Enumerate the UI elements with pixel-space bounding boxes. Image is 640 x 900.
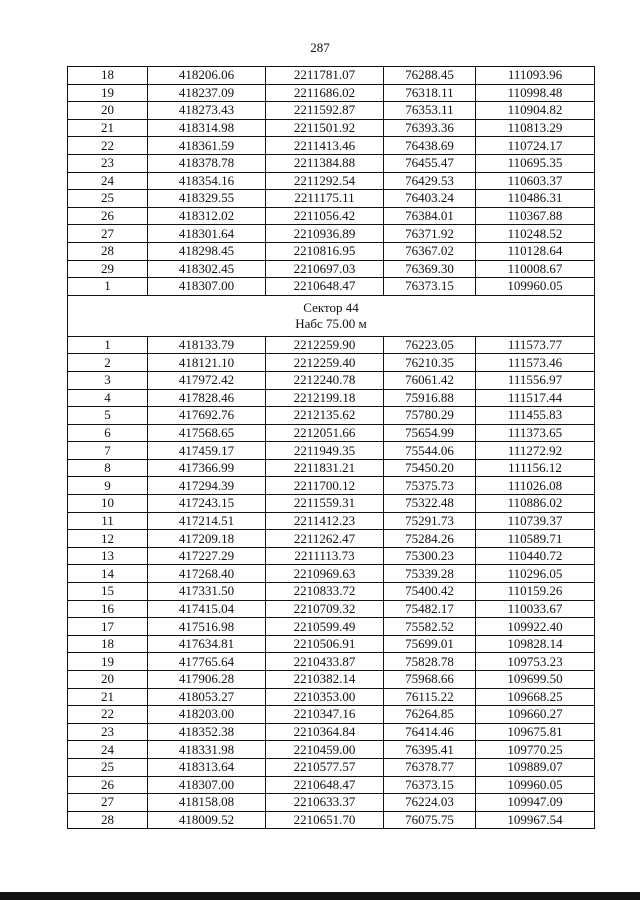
local-y-cell: 111455.83 (476, 407, 595, 425)
local-y-cell: 110695.35 (476, 154, 595, 172)
local-x-cell: 76223.05 (384, 336, 476, 354)
table-row (68, 172, 595, 190)
local-y-cell: 111093.96 (476, 67, 595, 85)
coord-x-cell: 417331.50 (148, 583, 266, 601)
coord-x-cell: 418314.98 (148, 119, 266, 137)
local-y-cell: 110813.29 (476, 119, 595, 137)
coord-y-cell: 2211413.46 (266, 137, 384, 155)
table-row (68, 260, 595, 278)
coord-y-cell: 2212240.78 (266, 371, 384, 389)
coord-x-cell: 417906.28 (148, 671, 266, 689)
local-x-cell: 75699.01 (384, 635, 476, 653)
point-number-cell: 25 (68, 758, 148, 776)
coord-y-cell: 2211175.11 (266, 190, 384, 208)
table-row (68, 477, 595, 495)
local-y-cell: 109967.54 (476, 811, 595, 829)
table-row (68, 67, 595, 85)
coord-x-cell: 417294.39 (148, 477, 266, 495)
table-row (68, 278, 595, 296)
local-x-cell: 76353.11 (384, 102, 476, 120)
coord-y-cell: 2210577.57 (266, 758, 384, 776)
local-y-cell: 110886.02 (476, 495, 595, 513)
coord-x-cell: 417828.46 (148, 389, 266, 407)
point-number-cell: 29 (68, 260, 148, 278)
coord-x-cell: 418331.98 (148, 741, 266, 759)
coord-x-cell: 417516.98 (148, 618, 266, 636)
table-row (68, 565, 595, 583)
coord-x-cell: 418354.16 (148, 172, 266, 190)
coord-y-cell: 2210648.47 (266, 776, 384, 794)
coord-y-cell: 2210651.70 (266, 811, 384, 829)
local-y-cell: 109960.05 (476, 776, 595, 794)
coord-x-cell: 417568.65 (148, 424, 266, 442)
coord-x-cell: 418158.08 (148, 794, 266, 812)
table-row (68, 758, 595, 776)
local-x-cell: 75339.28 (384, 565, 476, 583)
coord-y-cell: 2210633.37 (266, 794, 384, 812)
coord-x-cell: 417765.64 (148, 653, 266, 671)
coord-y-cell: 2211292.54 (266, 172, 384, 190)
local-x-cell: 75450.20 (384, 459, 476, 477)
coord-x-cell: 418053.27 (148, 688, 266, 706)
local-y-cell: 110739.37 (476, 512, 595, 530)
point-number-cell: 7 (68, 442, 148, 460)
local-y-cell: 109668.25 (476, 688, 595, 706)
point-number-cell: 3 (68, 371, 148, 389)
local-x-cell: 76414.46 (384, 723, 476, 741)
local-x-cell: 76371.92 (384, 225, 476, 243)
local-y-cell: 109753.23 (476, 653, 595, 671)
local-y-cell: 111573.46 (476, 354, 595, 372)
local-x-cell: 76384.01 (384, 207, 476, 225)
table-row (68, 354, 595, 372)
point-number-cell: 28 (68, 242, 148, 260)
local-y-cell: 111156.12 (476, 459, 595, 477)
coord-y-cell: 2210648.47 (266, 278, 384, 296)
local-x-cell: 76115.22 (384, 688, 476, 706)
local-x-cell: 75916.88 (384, 389, 476, 407)
local-x-cell: 75968.66 (384, 671, 476, 689)
rows-before-section (68, 67, 595, 296)
point-number-cell: 12 (68, 530, 148, 548)
local-y-cell: 109889.07 (476, 758, 595, 776)
local-y-cell: 110904.82 (476, 102, 595, 120)
coord-x-cell: 418298.45 (148, 242, 266, 260)
table-row (68, 547, 595, 565)
point-number-cell: 1 (68, 336, 148, 354)
coord-x-cell: 417692.76 (148, 407, 266, 425)
local-y-cell: 109922.40 (476, 618, 595, 636)
coord-x-cell: 417972.42 (148, 371, 266, 389)
table-row (68, 776, 595, 794)
point-number-cell: 20 (68, 671, 148, 689)
local-y-cell: 109660.27 (476, 706, 595, 724)
point-number-cell: 4 (68, 389, 148, 407)
table-row (68, 671, 595, 689)
coord-y-cell: 2210936.89 (266, 225, 384, 243)
local-x-cell: 76438.69 (384, 137, 476, 155)
coord-y-cell: 2212051.66 (266, 424, 384, 442)
local-y-cell: 111573.77 (476, 336, 595, 354)
coord-y-cell: 2212259.90 (266, 336, 384, 354)
section-header-group (68, 295, 595, 336)
coord-y-cell: 2211831.21 (266, 459, 384, 477)
coord-x-cell: 417415.04 (148, 600, 266, 618)
point-number-cell: 16 (68, 600, 148, 618)
point-number-cell: 24 (68, 172, 148, 190)
point-number-cell: 26 (68, 776, 148, 794)
table-row (68, 154, 595, 172)
coord-y-cell: 2210382.14 (266, 671, 384, 689)
local-y-cell: 110159.26 (476, 583, 595, 601)
coord-x-cell: 418302.45 (148, 260, 266, 278)
local-x-cell: 76373.15 (384, 776, 476, 794)
local-y-cell: 109675.81 (476, 723, 595, 741)
local-x-cell: 76367.02 (384, 242, 476, 260)
table-row (68, 600, 595, 618)
coord-y-cell: 2211113.73 (266, 547, 384, 565)
coord-y-cell: 2211700.12 (266, 477, 384, 495)
coord-y-cell: 2211501.92 (266, 119, 384, 137)
table-row (68, 102, 595, 120)
table-row (68, 653, 595, 671)
point-number-cell: 19 (68, 84, 148, 102)
table-row (68, 530, 595, 548)
coord-x-cell: 418301.64 (148, 225, 266, 243)
coord-y-cell: 2210364.84 (266, 723, 384, 741)
local-y-cell: 110603.37 (476, 172, 595, 190)
local-y-cell: 110128.64 (476, 242, 595, 260)
local-y-cell: 111517.44 (476, 389, 595, 407)
local-x-cell: 76075.75 (384, 811, 476, 829)
table-row (68, 442, 595, 460)
point-number-cell: 5 (68, 407, 148, 425)
point-number-cell: 21 (68, 688, 148, 706)
table-row (68, 495, 595, 513)
point-number-cell: 23 (68, 154, 148, 172)
local-x-cell: 75654.99 (384, 424, 476, 442)
point-number-cell: 8 (68, 459, 148, 477)
point-number-cell: 14 (68, 565, 148, 583)
point-number-cell: 21 (68, 119, 148, 137)
local-y-cell: 110440.72 (476, 547, 595, 565)
local-x-cell: 76455.47 (384, 154, 476, 172)
table-row (68, 407, 595, 425)
point-number-cell: 20 (68, 102, 148, 120)
table-row (68, 723, 595, 741)
coord-x-cell: 417268.40 (148, 565, 266, 583)
coord-y-cell: 2210353.00 (266, 688, 384, 706)
coord-x-cell: 418313.64 (148, 758, 266, 776)
table-row (68, 84, 595, 102)
coord-x-cell: 418352.38 (148, 723, 266, 741)
scan-edge-bar (0, 892, 640, 900)
coord-x-cell: 418203.00 (148, 706, 266, 724)
point-number-cell: 25 (68, 190, 148, 208)
local-y-cell: 110248.52 (476, 225, 595, 243)
coord-x-cell: 418237.09 (148, 84, 266, 102)
local-x-cell: 76061.42 (384, 371, 476, 389)
section-header-cell (68, 295, 595, 336)
coord-y-cell: 2211559.31 (266, 495, 384, 513)
point-number-cell: 17 (68, 618, 148, 636)
local-y-cell: 109828.14 (476, 635, 595, 653)
table-row (68, 336, 595, 354)
coord-y-cell: 2211262.47 (266, 530, 384, 548)
local-x-cell: 76373.15 (384, 278, 476, 296)
coord-y-cell: 2210599.49 (266, 618, 384, 636)
local-x-cell: 75375.73 (384, 477, 476, 495)
local-x-cell: 76378.77 (384, 758, 476, 776)
local-y-cell: 109947.09 (476, 794, 595, 812)
local-x-cell: 75322.48 (384, 495, 476, 513)
table-row (68, 389, 595, 407)
table-row (68, 811, 595, 829)
local-x-cell: 75482.17 (384, 600, 476, 618)
coord-x-cell: 418307.00 (148, 776, 266, 794)
point-number-cell: 28 (68, 811, 148, 829)
coord-x-cell: 417214.51 (148, 512, 266, 530)
point-number-cell: 2 (68, 354, 148, 372)
coord-y-cell: 2210816.95 (266, 242, 384, 260)
local-y-cell: 111026.08 (476, 477, 595, 495)
local-y-cell: 109770.25 (476, 741, 595, 759)
coord-y-cell: 2211781.07 (266, 67, 384, 85)
point-number-cell: 22 (68, 706, 148, 724)
table-row (68, 794, 595, 812)
rows-after-section (68, 336, 595, 829)
section-title: Сектор 44 (303, 299, 359, 315)
coord-x-cell: 418329.55 (148, 190, 266, 208)
local-x-cell: 76429.53 (384, 172, 476, 190)
coord-y-cell: 2210433.87 (266, 653, 384, 671)
table-row (68, 242, 595, 260)
coord-x-cell: 418378.78 (148, 154, 266, 172)
local-x-cell: 76403.24 (384, 190, 476, 208)
local-y-cell: 110724.17 (476, 137, 595, 155)
local-y-cell: 111373.65 (476, 424, 595, 442)
local-x-cell: 76393.36 (384, 119, 476, 137)
coord-x-cell: 418009.52 (148, 811, 266, 829)
coord-x-cell: 417366.99 (148, 459, 266, 477)
point-number-cell: 23 (68, 723, 148, 741)
point-number-cell: 11 (68, 512, 148, 530)
coord-y-cell: 2211056.42 (266, 207, 384, 225)
local-x-cell: 76369.30 (384, 260, 476, 278)
local-x-cell: 75828.78 (384, 653, 476, 671)
point-number-cell: 24 (68, 741, 148, 759)
local-x-cell: 75284.26 (384, 530, 476, 548)
coord-y-cell: 2210697.03 (266, 260, 384, 278)
local-x-cell: 76224.03 (384, 794, 476, 812)
coord-x-cell: 418206.06 (148, 67, 266, 85)
local-x-cell: 76288.45 (384, 67, 476, 85)
table-row (68, 512, 595, 530)
local-y-cell: 110033.67 (476, 600, 595, 618)
coord-x-cell: 418121.10 (148, 354, 266, 372)
local-x-cell: 76210.35 (384, 354, 476, 372)
local-x-cell: 76318.11 (384, 84, 476, 102)
point-number-cell: 18 (68, 635, 148, 653)
coord-y-cell: 2212135.62 (266, 407, 384, 425)
local-x-cell: 76264.85 (384, 706, 476, 724)
local-y-cell: 110486.31 (476, 190, 595, 208)
coord-y-cell: 2210969.63 (266, 565, 384, 583)
table-row (68, 225, 595, 243)
point-number-cell: 22 (68, 137, 148, 155)
coord-x-cell: 418273.43 (148, 102, 266, 120)
table-row (68, 618, 595, 636)
coord-y-cell: 2210709.32 (266, 600, 384, 618)
coord-y-cell: 2211412.23 (266, 512, 384, 530)
coord-y-cell: 2212199.18 (266, 389, 384, 407)
local-y-cell: 109960.05 (476, 278, 595, 296)
table-row (68, 706, 595, 724)
table-row (68, 137, 595, 155)
local-y-cell: 110008.67 (476, 260, 595, 278)
page-number: 287 (310, 40, 330, 55)
coord-y-cell: 2210347.16 (266, 706, 384, 724)
table-row (68, 119, 595, 137)
table-row (68, 190, 595, 208)
local-x-cell: 75300.23 (384, 547, 476, 565)
local-x-cell: 75544.06 (384, 442, 476, 460)
coord-x-cell: 417459.17 (148, 442, 266, 460)
local-y-cell: 110296.05 (476, 565, 595, 583)
table-row (68, 459, 595, 477)
local-x-cell: 75400.42 (384, 583, 476, 601)
coord-x-cell: 418307.00 (148, 278, 266, 296)
table-row (68, 583, 595, 601)
coord-y-cell: 2210506.91 (266, 635, 384, 653)
coord-x-cell: 417243.15 (148, 495, 266, 513)
coord-x-cell: 417209.18 (148, 530, 266, 548)
point-number-cell: 26 (68, 207, 148, 225)
table-row (68, 424, 595, 442)
coord-y-cell: 2211949.35 (266, 442, 384, 460)
coord-x-cell: 417227.29 (148, 547, 266, 565)
local-y-cell: 111272.92 (476, 442, 595, 460)
table-row (68, 688, 595, 706)
coord-x-cell: 417634.81 (148, 635, 266, 653)
coord-x-cell: 418312.02 (148, 207, 266, 225)
point-number-cell: 27 (68, 225, 148, 243)
point-number-cell: 18 (68, 67, 148, 85)
local-y-cell: 111556.97 (476, 371, 595, 389)
coord-y-cell: 2210459.00 (266, 741, 384, 759)
local-x-cell: 75291.73 (384, 512, 476, 530)
point-number-cell: 13 (68, 547, 148, 565)
section-header-row (68, 295, 595, 336)
point-number-cell: 10 (68, 495, 148, 513)
local-x-cell: 75780.29 (384, 407, 476, 425)
table-row (68, 371, 595, 389)
point-number-cell: 15 (68, 583, 148, 601)
local-y-cell: 110367.88 (476, 207, 595, 225)
coord-y-cell: 2210833.72 (266, 583, 384, 601)
point-number-cell: 1 (68, 278, 148, 296)
coord-y-cell: 2211384.88 (266, 154, 384, 172)
point-number-cell: 27 (68, 794, 148, 812)
local-x-cell: 76395.41 (384, 741, 476, 759)
coord-y-cell: 2211592.87 (266, 102, 384, 120)
table-row (68, 635, 595, 653)
coord-y-cell: 2211686.02 (266, 84, 384, 102)
local-y-cell: 109699.50 (476, 671, 595, 689)
point-number-cell: 19 (68, 653, 148, 671)
point-number-cell: 9 (68, 477, 148, 495)
table-row (68, 207, 595, 225)
coord-x-cell: 418361.59 (148, 137, 266, 155)
section-subtitle: Набс 75.00 м (295, 315, 367, 331)
coordinates-table (67, 66, 595, 829)
coord-y-cell: 2212259.40 (266, 354, 384, 372)
coord-x-cell: 418133.79 (148, 336, 266, 354)
table-row (68, 741, 595, 759)
point-number-cell: 6 (68, 424, 148, 442)
local-y-cell: 110998.48 (476, 84, 595, 102)
local-x-cell: 75582.52 (384, 618, 476, 636)
local-y-cell: 110589.71 (476, 530, 595, 548)
